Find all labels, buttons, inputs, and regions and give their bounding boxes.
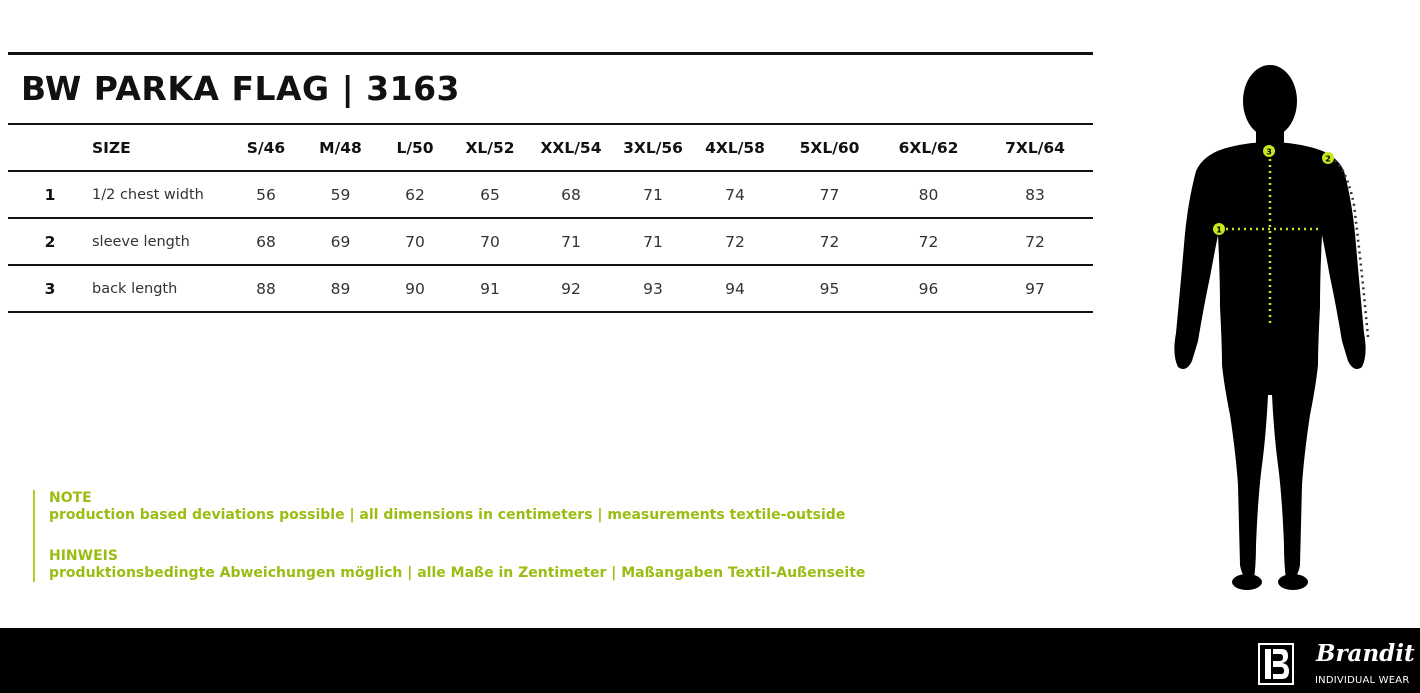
size-col-s: S/46 (228, 124, 304, 171)
table-cell: 80 (880, 171, 977, 218)
table-cell: 59 (304, 171, 377, 218)
marker-label: 2 (1325, 154, 1331, 164)
footer-bar (0, 628, 1420, 693)
size-table (8, 123, 1093, 313)
header-row (8, 124, 1093, 171)
table-cell: 72 (779, 218, 880, 265)
row-label: sleeve length (92, 218, 228, 265)
row-number: 1 (8, 171, 92, 218)
size-header: SIZE (92, 124, 228, 171)
table-row (8, 218, 1093, 265)
body-silhouette-figure (1150, 55, 1390, 600)
note-text: production based deviations possible | all dimensions in centimeters | measurements textile-outside (49, 507, 846, 523)
table-cell: 90 (377, 265, 453, 312)
marker-label: 1 (1216, 225, 1222, 235)
marker-sleeve (1322, 152, 1334, 164)
table-cell: 68 (228, 218, 304, 265)
brand-name: Brandit (1316, 640, 1415, 667)
table-cell: 71 (527, 218, 615, 265)
table-cell: 69 (304, 218, 377, 265)
hinweis-heading: HINWEIS (49, 548, 118, 564)
table-row (8, 171, 1093, 218)
table-cell: 92 (527, 265, 615, 312)
size-col-6xl: 6XL/62 (880, 124, 977, 171)
table-cell: 93 (615, 265, 691, 312)
table-cell: 74 (691, 171, 779, 218)
size-col-5xl: 5XL/60 (779, 124, 880, 171)
table-cell: 94 (691, 265, 779, 312)
table-row (8, 265, 1093, 312)
table-cell: 88 (228, 265, 304, 312)
row-label: 1/2 chest width (92, 171, 228, 218)
table-cell: 91 (453, 265, 527, 312)
table-cell: 96 (880, 265, 977, 312)
table-cell: 62 (377, 171, 453, 218)
note-block (49, 490, 869, 524)
table-cell: 77 (779, 171, 880, 218)
size-col-xxl: XXL/54 (527, 124, 615, 171)
size-col-m: M/48 (304, 124, 377, 171)
brand-tagline: INDIVIDUAL WEAR (1315, 675, 1410, 686)
note-heading: NOTE (49, 490, 92, 506)
hinweis-text: produktionsbedingte Abweichungen möglich | alle Maße in Zentimeter | Maßangaben Textil-Außenseite (49, 565, 866, 581)
table-cell: 72 (691, 218, 779, 265)
body-silhouette (1174, 65, 1365, 590)
table-cell: 72 (977, 218, 1093, 265)
row-number: 2 (8, 218, 92, 265)
table-cell: 71 (615, 218, 691, 265)
table-cell: 68 (527, 171, 615, 218)
marker-chest (1213, 223, 1225, 235)
row-label: back length (92, 265, 228, 312)
size-col-xl: XL/52 (453, 124, 527, 171)
top-rule (8, 52, 1093, 55)
table-cell: 56 (228, 171, 304, 218)
page-title: BW PARKA FLAG | 3163 (21, 69, 461, 108)
table-cell: 89 (304, 265, 377, 312)
size-col-3xl: 3XL/56 (615, 124, 691, 171)
header-num-cell (8, 124, 92, 171)
size-col-l: L/50 (377, 124, 453, 171)
table-cell: 65 (453, 171, 527, 218)
marker-label: 3 (1266, 147, 1272, 157)
marker-back (1263, 145, 1275, 157)
brand-logo-icon (1258, 643, 1294, 685)
size-col-7xl: 7XL/64 (977, 124, 1093, 171)
table-cell: 83 (977, 171, 1093, 218)
row-number: 3 (8, 265, 92, 312)
table-cell: 97 (977, 265, 1093, 312)
table-cell: 95 (779, 265, 880, 312)
table-cell: 70 (377, 218, 453, 265)
notes-section (33, 490, 869, 582)
table-cell: 70 (453, 218, 527, 265)
hinweis-block (49, 548, 869, 582)
size-col-4xl: 4XL/58 (691, 124, 779, 171)
table-cell: 72 (880, 218, 977, 265)
table-cell: 71 (615, 171, 691, 218)
